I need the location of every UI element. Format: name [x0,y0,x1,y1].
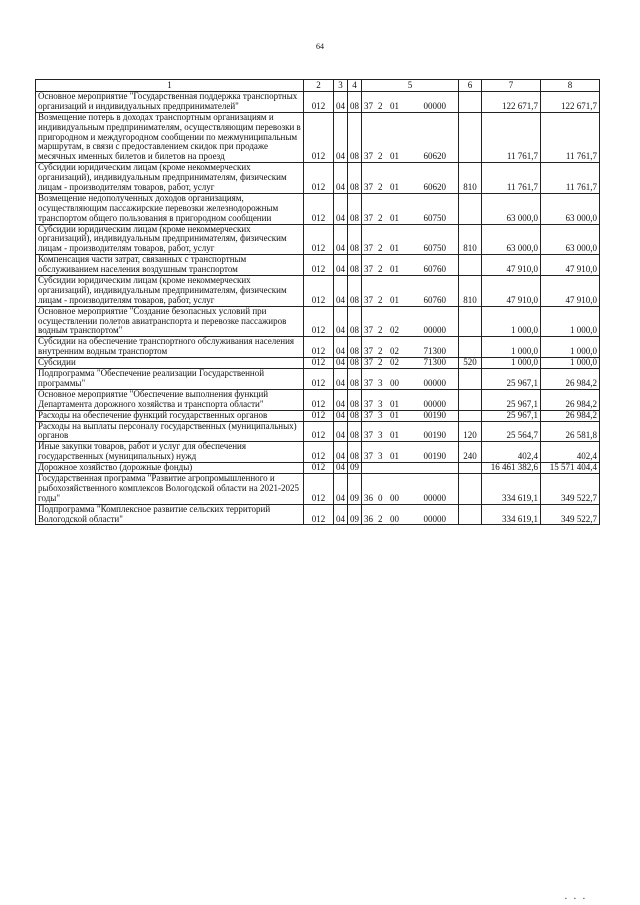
header-cell: 7 [482,80,541,92]
amount-2022: 1 000,0 [482,306,541,337]
table-row [36,224,600,255]
table-row [36,463,600,474]
target-article-part: 01 [390,182,399,193]
amount-2023: 26 581,8 [541,421,600,442]
amount-2023: 26 984,2 [541,410,600,421]
row-name: Компенсация части затрат, связанных с транспортным обслуживанием населения воздушным транспортом [36,255,304,276]
razdel-code: 04 [334,442,348,463]
amount-2022: 122 671,7 [482,92,541,113]
target-article-part: 37 [364,243,373,254]
target-article-part: 3 [378,430,383,441]
target-article-part: 37 [364,451,373,462]
target-article-part: 3 [378,451,383,462]
razdel-code: 04 [334,473,348,504]
table-row [36,473,600,504]
target-article-part: 00000 [423,513,446,524]
table-row [36,306,600,337]
target-article-part: 2 [378,513,383,524]
row-name: Расходы на обеспечение функций государственных органов [36,410,304,421]
target-article-code [362,112,459,162]
target-article-part: 2 [378,357,383,368]
target-article-part: 71300 [423,346,446,357]
row-name: Дорожное хозяйство (дорожные фонды) [36,463,304,474]
target-article-part: 37 [364,182,373,193]
amount-2023: 63 000,0 [541,193,600,224]
table-row [36,504,600,525]
amount-2022: 11 761,7 [482,112,541,162]
row-name: Основное мероприятие "Обеспечение выполнения функций Департамента дорожного хозяйства и транспорта области" [36,389,304,410]
row-name: Расходы на выплаты персоналу государственных (муниципальных) органов [36,421,304,442]
glava-code: 012 [304,112,334,162]
podrazdel-code: 08 [348,92,362,113]
target-article-code [362,92,459,113]
target-article-part: 2 [378,264,383,275]
amount-2022: 25 967,1 [482,410,541,421]
target-article-code [362,224,459,255]
razdel-code: 04 [334,163,348,194]
table-row [36,255,600,276]
podrazdel-code: 08 [348,421,362,442]
amount-2022: 11 761,7 [482,163,541,194]
glava-code: 012 [304,442,334,463]
expense-type-code: 240 [459,442,482,463]
table-row [36,112,600,162]
razdel-code: 04 [334,276,348,307]
target-article-part: 3 [378,409,383,420]
target-article-part: 01 [390,398,399,409]
target-article-part: 00190 [423,430,446,441]
glava-code: 012 [304,463,334,474]
target-article-part: 37 [364,398,373,409]
target-article-part: 00 [390,513,399,524]
expense-type-code [459,92,482,113]
row-name: Государственная программа "Развитие агропромышленного и рыбохозяйственного комплексов Вологодской области на 2021-2025 годы" [36,473,304,504]
target-article-part: 2 [378,182,383,193]
amount-2023: 26 984,2 [541,369,600,390]
target-article-part: 60620 [423,182,446,193]
target-article-code [362,193,459,224]
table-row [36,389,600,410]
podrazdel-code: 08 [348,193,362,224]
target-article-part: 00000 [423,377,446,388]
razdel-code: 04 [334,224,348,255]
expense-type-code [459,410,482,421]
page-corner-mark: ▪ ▪ ▪ [565,897,588,902]
razdel-code: 04 [334,92,348,113]
podrazdel-code: 08 [348,358,362,369]
amount-2022: 1 000,0 [482,358,541,369]
target-article-part: 37 [364,409,373,420]
expense-type-code [459,369,482,390]
amount-2023: 122 671,7 [541,92,600,113]
header-cell: 8 [541,80,600,92]
target-article-part: 01 [390,212,399,223]
table-row [36,421,600,442]
header-cell: 6 [459,80,482,92]
target-article-part: 71300 [423,357,446,368]
amount-2023: 349 522,7 [541,504,600,525]
expense-type-code: 810 [459,163,482,194]
amount-2022: 334 619,1 [482,504,541,525]
podrazdel-code: 08 [348,255,362,276]
table-row [36,276,600,307]
target-article-part: 0 [378,492,383,503]
target-article-part: 36 [364,492,373,503]
target-article-part: 00190 [423,451,446,462]
target-article-part: 01 [390,243,399,254]
target-article-part: 36 [364,513,373,524]
target-article-part: 00000 [423,325,446,336]
podrazdel-code: 09 [348,504,362,525]
glava-code: 012 [304,369,334,390]
amount-2023: 11 761,7 [541,163,600,194]
target-article-part: 02 [390,325,399,336]
expense-type-code [459,306,482,337]
target-article-part: 01 [390,409,399,420]
header-cell: 1 [36,80,304,92]
target-article-code [362,473,459,504]
target-article-code [362,276,459,307]
target-article-part: 01 [390,264,399,275]
target-article-code [362,358,459,369]
target-article-part: 00000 [423,398,446,409]
podrazdel-code: 08 [348,389,362,410]
razdel-code: 04 [334,193,348,224]
glava-code: 012 [304,92,334,113]
target-article-code [362,163,459,194]
target-article-part: 2 [378,346,383,357]
target-article-code [362,410,459,421]
glava-code: 012 [304,389,334,410]
glava-code: 012 [304,163,334,194]
podrazdel-code: 09 [348,463,362,474]
target-article-part: 02 [390,346,399,357]
expense-type-code [459,389,482,410]
expense-type-code [459,463,482,474]
target-article-code [362,442,459,463]
target-article-code [362,255,459,276]
razdel-code: 04 [334,255,348,276]
target-article-code [362,421,459,442]
target-article-code [362,463,459,474]
amount-2022: 25 967,1 [482,389,541,410]
razdel-code: 04 [334,112,348,162]
target-article-part: 37 [364,212,373,223]
target-article-part: 60750 [423,212,446,223]
table-row [36,410,600,421]
target-article-part: 2 [378,100,383,111]
target-article-part: 01 [390,100,399,111]
row-name: Субсидии юридическим лицам (кроме некоммерческих организаций), индивидуальным предпринимателям, физическим лицам - производителям товаров, работ, услуг [36,163,304,194]
expense-type-code [459,504,482,525]
glava-code: 012 [304,276,334,307]
expense-type-code: 520 [459,358,482,369]
target-article-part: 01 [390,430,399,441]
podrazdel-code: 08 [348,224,362,255]
target-article-part: 37 [364,357,373,368]
row-name: Подпрограмма "Обеспечение реализации Государственной программы" [36,369,304,390]
target-article-part: 37 [364,151,373,162]
amount-2022: 47 910,0 [482,255,541,276]
row-name: Возмещение недополученных доходов организациям, осуществляющим пассажирские перевозки железнодорожным транспортом общего пользования в пригородном сообщении [36,193,304,224]
glava-code: 012 [304,504,334,525]
amount-2023: 47 910,0 [541,255,600,276]
table-row [36,369,600,390]
glava-code: 012 [304,224,334,255]
amount-2023: 1 000,0 [541,358,600,369]
row-name: Субсидии юридическим лицам (кроме некоммерческих организаций), индивидуальным предпринимателям, физическим лицам - производителям товаров, работ, услуг [36,276,304,307]
header-cell: 2 [304,80,334,92]
row-name: Подпрограмма "Комплексное развитие сельских территорий Вологодской области" [36,504,304,525]
razdel-code: 04 [334,337,348,358]
podrazdel-code: 08 [348,410,362,421]
razdel-code: 04 [334,421,348,442]
row-name: Основное мероприятие "Создание безопасных условий при осуществлении полетов авиатранспорта и перевозке пассажиров водным транспортом" [36,306,304,337]
expense-type-code: 120 [459,421,482,442]
target-article-part: 01 [390,151,399,162]
table-row [36,193,600,224]
amount-2023: 63 000,0 [541,224,600,255]
row-name: Субсидии юридическим лицам (кроме некоммерческих организаций), индивидуальным предпринимателям, физическим лицам - производителям товаров, работ, услуг [36,224,304,255]
amount-2022: 16 461 382,6 [482,463,541,474]
glava-code: 012 [304,473,334,504]
amount-2022: 47 910,0 [482,276,541,307]
amount-2023: 11 761,7 [541,112,600,162]
target-article-part: 02 [390,357,399,368]
target-article-part: 60620 [423,151,446,162]
target-article-part: 3 [378,398,383,409]
target-article-code [362,306,459,337]
glava-code: 012 [304,410,334,421]
podrazdel-code: 08 [348,163,362,194]
target-article-code [362,504,459,525]
razdel-code: 04 [334,306,348,337]
target-article-part: 00 [390,492,399,503]
target-article-part: 00000 [423,100,446,111]
amount-2022: 402,4 [482,442,541,463]
razdel-code: 04 [334,358,348,369]
amount-2023: 349 522,7 [541,473,600,504]
target-article-part: 01 [390,294,399,305]
table-row [36,337,600,358]
glava-code: 012 [304,306,334,337]
header-cell: 5 [362,80,459,92]
row-name: Возмещение потерь в доходах транспортным организациям и индивидуальным предпринимателям, осуществляющим перевозки в пригородном и междугородном сообщении по межмуниципальным маршрутам, в связи с предоставлением скидок при продаже месячных именных билетов и билетов на проезд [36,112,304,162]
table-row [36,163,600,194]
target-article-code [362,369,459,390]
target-article-part: 37 [364,377,373,388]
amount-2022: 25 564,7 [482,421,541,442]
row-name: Субсидии [36,358,304,369]
header-cell: 3 [334,80,348,92]
amount-2023: 1 000,0 [541,306,600,337]
target-article-part: 2 [378,243,383,254]
table-row [36,92,600,113]
target-article-part: 60760 [423,294,446,305]
razdel-code: 04 [334,504,348,525]
target-article-part: 2 [378,325,383,336]
podrazdel-code: 08 [348,306,362,337]
target-article-part: 60750 [423,243,446,254]
expense-type-code: 810 [459,224,482,255]
amount-2023: 1 000,0 [541,337,600,358]
expense-type-code: 810 [459,276,482,307]
amount-2023: 26 984,2 [541,389,600,410]
target-article-part: 60760 [423,264,446,275]
expense-type-code [459,193,482,224]
podrazdel-code: 09 [348,473,362,504]
podrazdel-code: 08 [348,369,362,390]
amount-2023: 47 910,0 [541,276,600,307]
expense-type-code [459,255,482,276]
page-number: 64 [316,42,324,51]
target-article-part: 2 [378,294,383,305]
glava-code: 012 [304,337,334,358]
amount-2022: 63 000,0 [482,224,541,255]
glava-code: 012 [304,421,334,442]
amount-2022: 334 619,1 [482,473,541,504]
target-article-part: 2 [378,151,383,162]
razdel-code: 04 [334,369,348,390]
budget-table [35,79,600,525]
target-article-part: 37 [364,100,373,111]
target-article-code [362,337,459,358]
glava-code: 012 [304,193,334,224]
glava-code: 012 [304,358,334,369]
target-article-code [362,389,459,410]
target-article-part: 37 [364,346,373,357]
header-cell: 4 [348,80,362,92]
podrazdel-code: 08 [348,112,362,162]
row-name: Основное мероприятие "Государственная поддержка транспортных организаций и индивидуальных предпринимателей" [36,92,304,113]
expense-type-code [459,337,482,358]
expense-type-code [459,112,482,162]
amount-2023: 15 571 404,4 [541,463,600,474]
header-row [36,80,600,92]
amount-2022: 63 000,0 [482,193,541,224]
target-article-part: 2 [378,212,383,223]
podrazdel-code: 08 [348,442,362,463]
glava-code: 012 [304,255,334,276]
target-article-part: 3 [378,377,383,388]
row-name: Иные закупки товаров, работ и услуг для обеспечения государственных (муниципальных) нужд [36,442,304,463]
target-article-part: 01 [390,451,399,462]
table-row [36,358,600,369]
amount-2022: 1 000,0 [482,337,541,358]
podrazdel-code: 08 [348,337,362,358]
razdel-code: 04 [334,389,348,410]
podrazdel-code: 08 [348,276,362,307]
target-article-part: 37 [364,325,373,336]
target-article-part: 37 [364,294,373,305]
amount-2023: 402,4 [541,442,600,463]
expense-type-code [459,473,482,504]
target-article-part: 37 [364,264,373,275]
row-name: Субсидии на обеспечение транспортного обслуживания населения внутренним водным транспортом [36,337,304,358]
target-article-part: 00000 [423,492,446,503]
target-article-part: 00190 [423,409,446,420]
target-article-part: 00 [390,377,399,388]
table-row [36,442,600,463]
razdel-code: 04 [334,463,348,474]
target-article-part: 37 [364,430,373,441]
razdel-code: 04 [334,410,348,421]
amount-2022: 25 967,1 [482,369,541,390]
